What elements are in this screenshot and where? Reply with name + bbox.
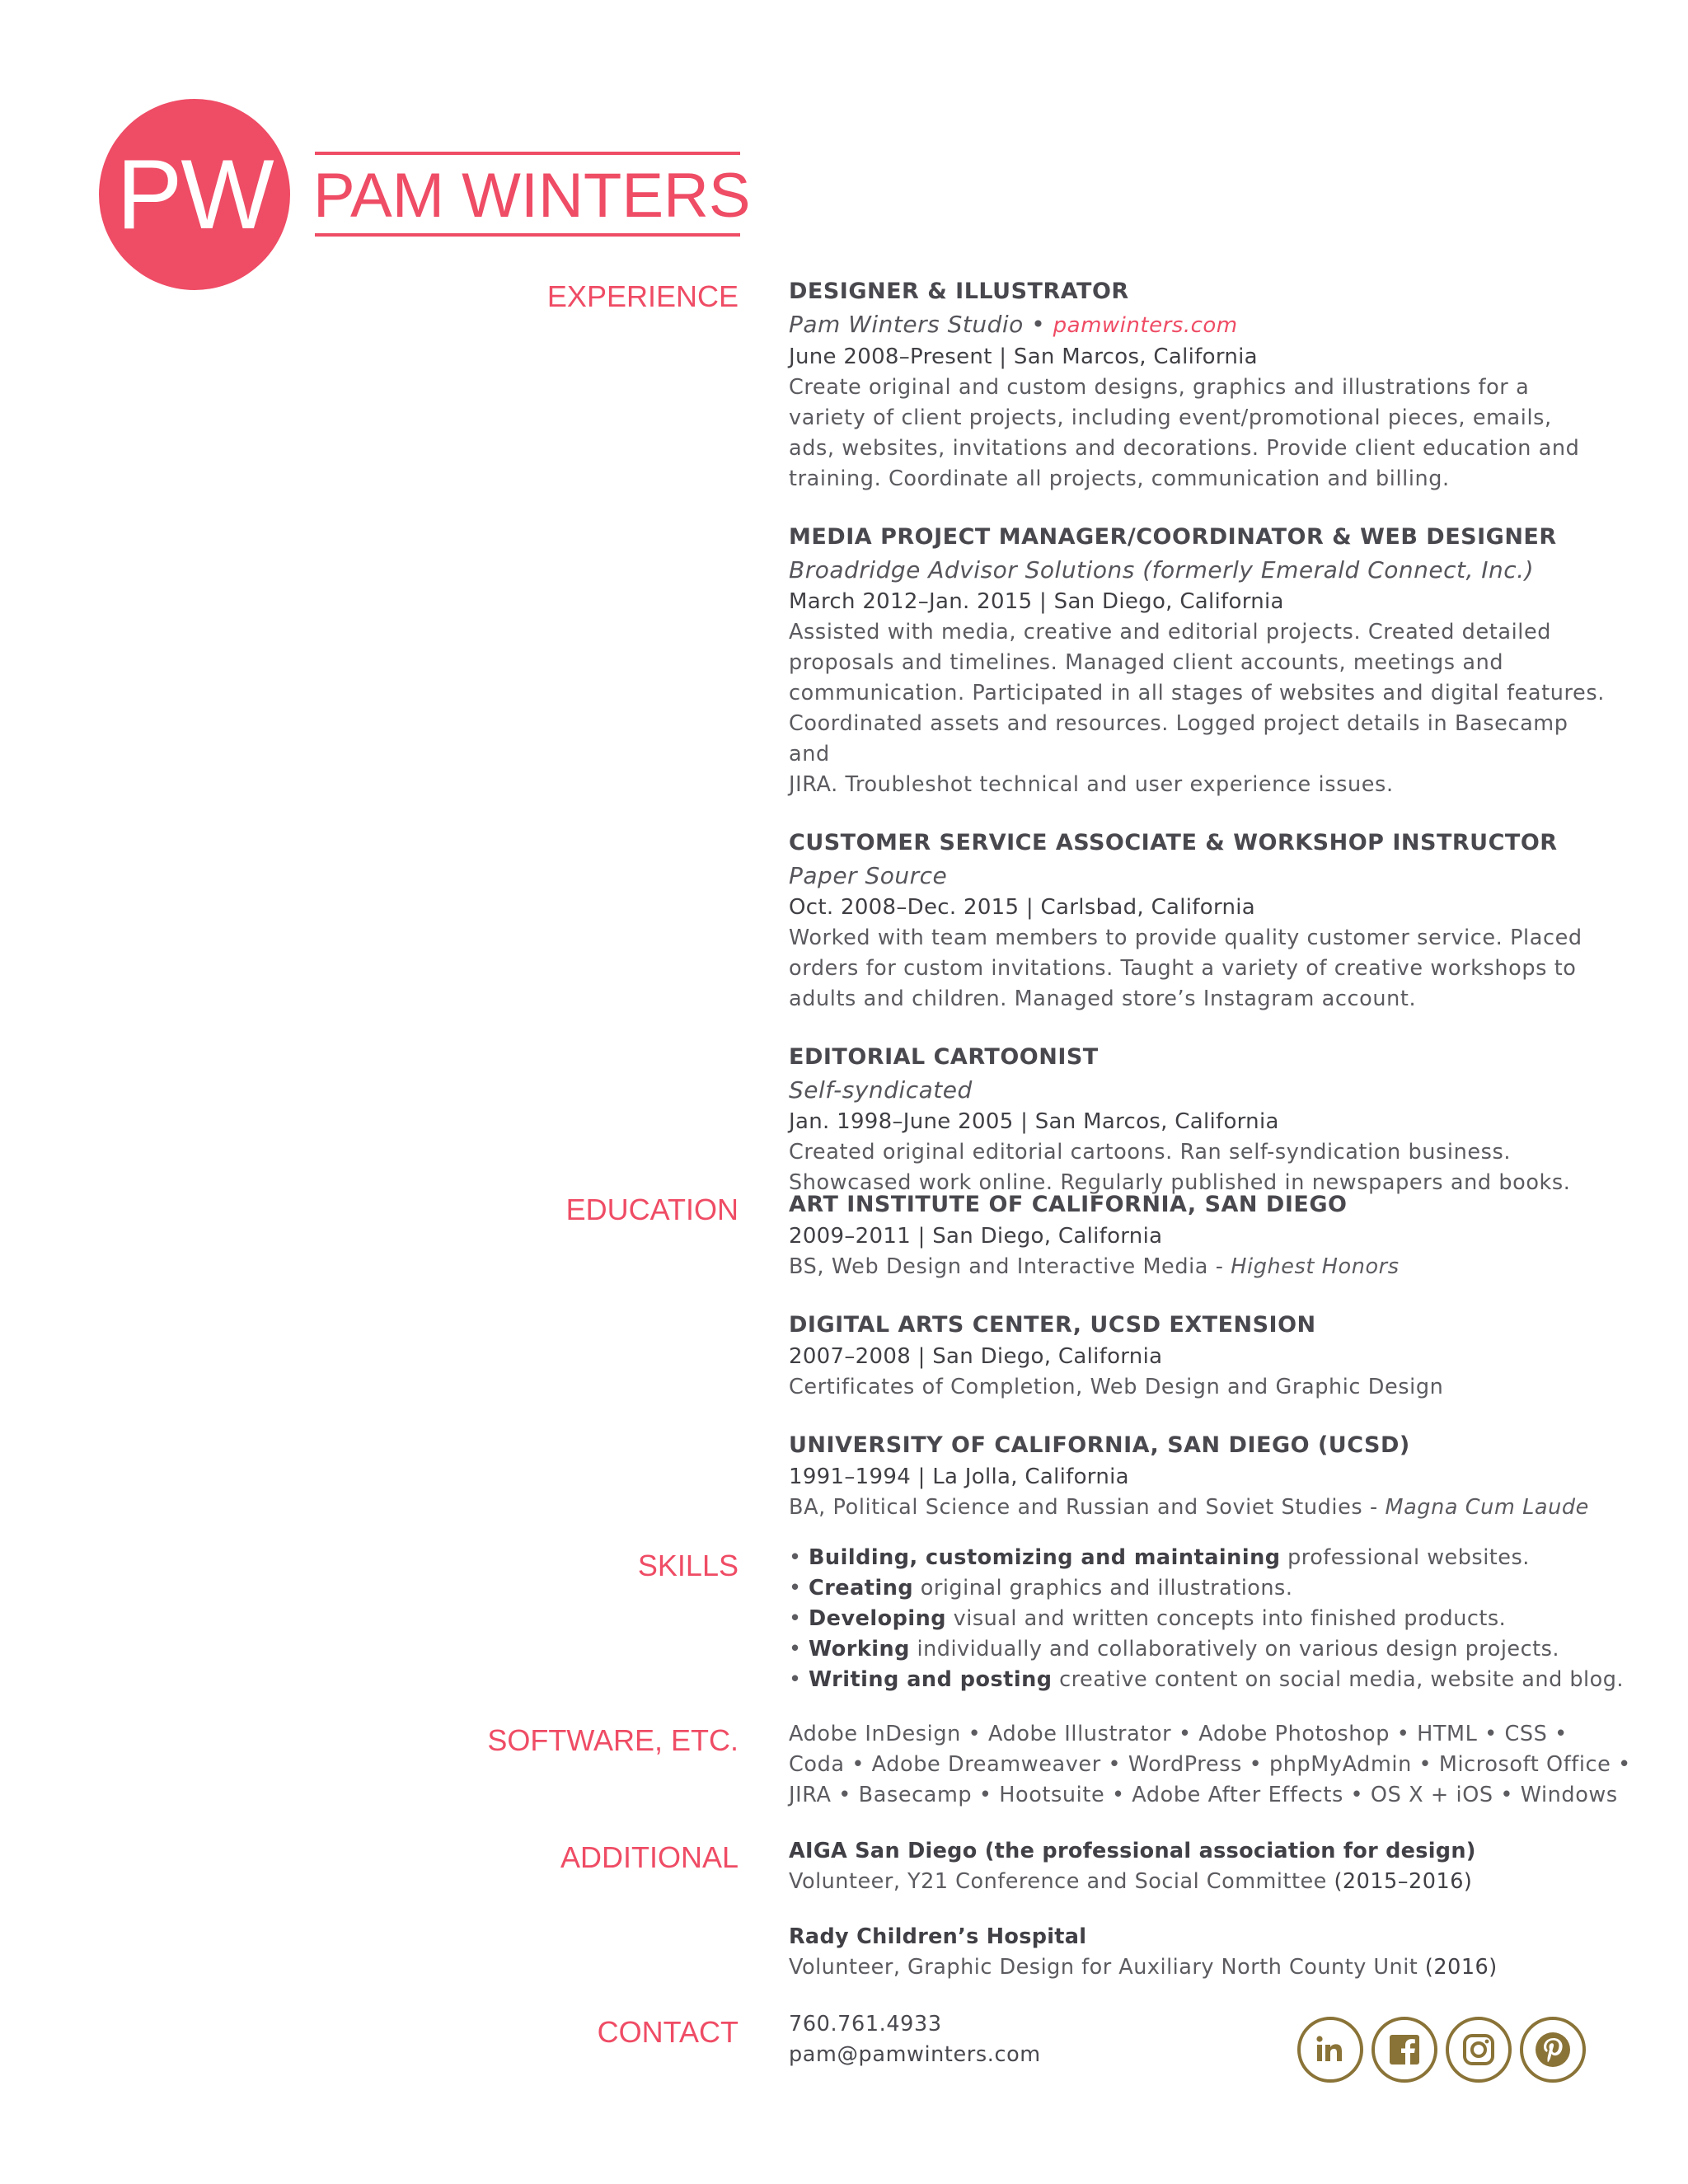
desc-line: JIRA. Troubleshot technical and user experience issues. xyxy=(789,772,1394,797)
skill-item: • Working individually and collaboratively on various design projects. xyxy=(789,1637,1560,1661)
degree-text: BA, Political Science and Russian and Soviet Studies - xyxy=(789,1495,1386,1520)
pinterest-icon[interactable] xyxy=(1520,2017,1586,2083)
school-entry xyxy=(789,1188,1613,1282)
experience-body xyxy=(789,275,1613,1198)
additional-body xyxy=(789,1836,1613,1983)
skill-rest: creative content on social media, website and blog. xyxy=(1052,1667,1625,1692)
job-title: DESIGNER & ILLUSTRATOR xyxy=(789,279,1129,304)
linkedin-icon[interactable] xyxy=(1297,2017,1363,2083)
company-name: Pam Winters Studio xyxy=(789,311,1024,338)
email-address[interactable]: pam@pamwinters.com xyxy=(789,2042,1041,2067)
skill-item: • Developing visual and written concepts into finished products. xyxy=(789,1606,1507,1631)
job-title: CUSTOMER SERVICE ASSOCIATE & WORKSHOP INSTRUCTOR xyxy=(789,830,1558,855)
software-line: Coda • Adobe Dreamweaver • WordPress • phpMyAdmin • Microsoft Office • xyxy=(789,1752,1631,1777)
skill-bold: Working xyxy=(809,1637,910,1661)
name-rule-top xyxy=(315,152,740,155)
role-text: Volunteer, Y21 Conference and Social Committee xyxy=(789,1869,1334,1894)
desc-line: proposals and timelines. Managed client accounts, meetings and xyxy=(789,650,1504,675)
skill-bold: Building, customizing and maintaining xyxy=(809,1545,1281,1570)
school-name: UNIVERSITY OF CALIFORNIA, SAN DIEGO (UCSD) xyxy=(789,1432,1410,1458)
skills-list xyxy=(789,1543,1625,1695)
job-description xyxy=(789,617,1613,800)
education-heading: EDUCATION xyxy=(565,1193,738,1226)
skills-heading: SKILLS xyxy=(637,1549,738,1582)
education-body xyxy=(789,1188,1613,1523)
job-company: Broadridge Advisor Solutions (formerly Emerald Connect, Inc.) xyxy=(789,556,1535,583)
desc-line: Worked with team members to provide quality customer service. Placed xyxy=(789,926,1582,950)
desc-line: Coordinated assets and resources. Logged project details in Basecamp and xyxy=(789,711,1568,766)
skill-bold: Creating xyxy=(809,1576,914,1601)
job-dates: Jan. 1998–June 2005 | San Marcos, California xyxy=(789,1109,1279,1134)
skill-item: • Creating original graphics and illustrations. xyxy=(789,1576,1293,1601)
job-description xyxy=(789,923,1613,1015)
logo-initials: PW xyxy=(116,139,273,250)
desc-line: variety of client projects, including event/promotional pieces, emails, xyxy=(789,405,1552,430)
additional-org: AIGA San Diego (the professional association for design) xyxy=(789,1839,1476,1863)
additional-heading: ADDITIONAL xyxy=(560,1840,738,1874)
skill-rest: visual and written concepts into finished products. xyxy=(946,1606,1507,1631)
desc-line: ads, websites, invitations and decorations. Provide client education and xyxy=(789,436,1580,461)
school-dates: 2007–2008 | San Diego, California xyxy=(789,1344,1163,1369)
additional-role xyxy=(789,1867,1613,1897)
applicant-name: PAM WINTERS xyxy=(313,161,751,231)
job-description xyxy=(789,373,1613,494)
desc-line: Assisted with media, creative and editorial projects. Created detailed xyxy=(789,620,1552,644)
job-company xyxy=(789,308,1613,342)
job-dates: Oct. 2008–Dec. 2015 | Carlsbad, California xyxy=(789,895,1256,920)
skill-item: • Writing and posting creative content on social media, website and blog. xyxy=(789,1667,1625,1692)
facebook-icon[interactable] xyxy=(1372,2017,1437,2083)
job-title: MEDIA PROJECT MANAGER/COORDINATOR & WEB DESIGNER xyxy=(789,524,1557,550)
phone-number[interactable]: 760.761.4933 xyxy=(789,2012,942,2036)
skill-rest: original graphics and illustrations. xyxy=(913,1576,1293,1601)
school-entry xyxy=(789,1429,1613,1523)
school-degree: Certificates of Completion, Web Design and Graphic Design xyxy=(789,1375,1444,1399)
job-company: Self-syndicated xyxy=(789,1076,973,1104)
skill-item: • Building, customizing and maintaining professional websites. xyxy=(789,1545,1530,1570)
honors-text: Magna Cum Laude xyxy=(1385,1495,1589,1520)
school-entry xyxy=(789,1309,1613,1403)
school-degree xyxy=(789,1252,1613,1282)
desc-line: orders for custom invitations. Taught a variety of creative workshops to xyxy=(789,956,1577,981)
desc-line: Created original editorial cartoons. Ran self-syndication business. xyxy=(789,1140,1512,1165)
contact-heading: CONTACT xyxy=(597,2015,738,2049)
experience-heading: EXPERIENCE xyxy=(546,279,738,313)
honors-text: Highest Honors xyxy=(1231,1254,1400,1279)
additional-item xyxy=(789,1922,1613,1983)
school-name: ART INSTITUTE OF CALIFORNIA, SAN DIEGO xyxy=(789,1192,1348,1217)
job-entry xyxy=(789,1041,1613,1198)
school-dates: 1991–1994 | La Jolla, California xyxy=(789,1465,1129,1489)
job-title: EDITORIAL CARTOONIST xyxy=(789,1044,1099,1070)
instagram-icon[interactable] xyxy=(1446,2017,1512,2083)
desc-line: Showcased work online. Regularly published in newspapers and books. xyxy=(789,1170,1571,1195)
skill-rest: individually and collaboratively on various design projects. xyxy=(909,1637,1560,1661)
school-degree xyxy=(789,1493,1613,1523)
additional-role xyxy=(789,1952,1613,1983)
degree-text: BS, Web Design and Interactive Media - xyxy=(789,1254,1231,1279)
role-years: (2016) xyxy=(1424,1955,1498,1980)
skill-rest: professional websites. xyxy=(1280,1545,1530,1570)
additional-org: Rady Children’s Hospital xyxy=(789,1924,1087,1949)
job-dates: March 2012–Jan. 2015 | San Diego, California xyxy=(789,589,1284,614)
software-line: Adobe InDesign • Adobe Illustrator • Adobe Photoshop • HTML • CSS • xyxy=(789,1722,1568,1746)
skills-body xyxy=(789,1543,1625,1695)
social-links xyxy=(1297,2017,1586,2083)
skill-bold: Writing and posting xyxy=(809,1667,1053,1692)
job-company: Paper Source xyxy=(789,862,948,889)
software-body xyxy=(789,1719,1631,1811)
school-dates: 2009–2011 | San Diego, California xyxy=(789,1224,1163,1249)
desc-line: communication. Participated in all stages of websites and digital features. xyxy=(789,681,1605,705)
desc-line: adults and children. Managed store’s Instagram account. xyxy=(789,987,1417,1011)
job-entry xyxy=(789,827,1613,1015)
logo-circle xyxy=(99,99,290,290)
role-text: Volunteer, Graphic Design for Auxiliary North County Unit xyxy=(789,1955,1425,1980)
school-name: DIGITAL ARTS CENTER, UCSD EXTENSION xyxy=(789,1312,1316,1338)
job-dates: June 2008–Present | San Marcos, California xyxy=(789,344,1258,369)
name-rule-bottom xyxy=(315,233,740,237)
job-entry xyxy=(789,275,1613,494)
website-link[interactable]: pamwinters.com xyxy=(1053,313,1238,338)
software-line: JIRA • Basecamp • Hootsuite • Adobe After Effects • OS X + iOS • Windows xyxy=(789,1783,1618,1807)
desc-line: training. Coordinate all projects, communication and billing. xyxy=(789,466,1450,491)
software-heading: SOFTWARE, ETC. xyxy=(487,1723,738,1757)
desc-line: Create original and custom designs, graphics and illustrations for a xyxy=(789,375,1530,400)
separator: • xyxy=(1023,311,1053,338)
job-entry xyxy=(789,521,1613,800)
skill-bold: Developing xyxy=(809,1606,947,1631)
additional-item xyxy=(789,1836,1613,1897)
role-years: (2015–2016) xyxy=(1334,1869,1473,1894)
